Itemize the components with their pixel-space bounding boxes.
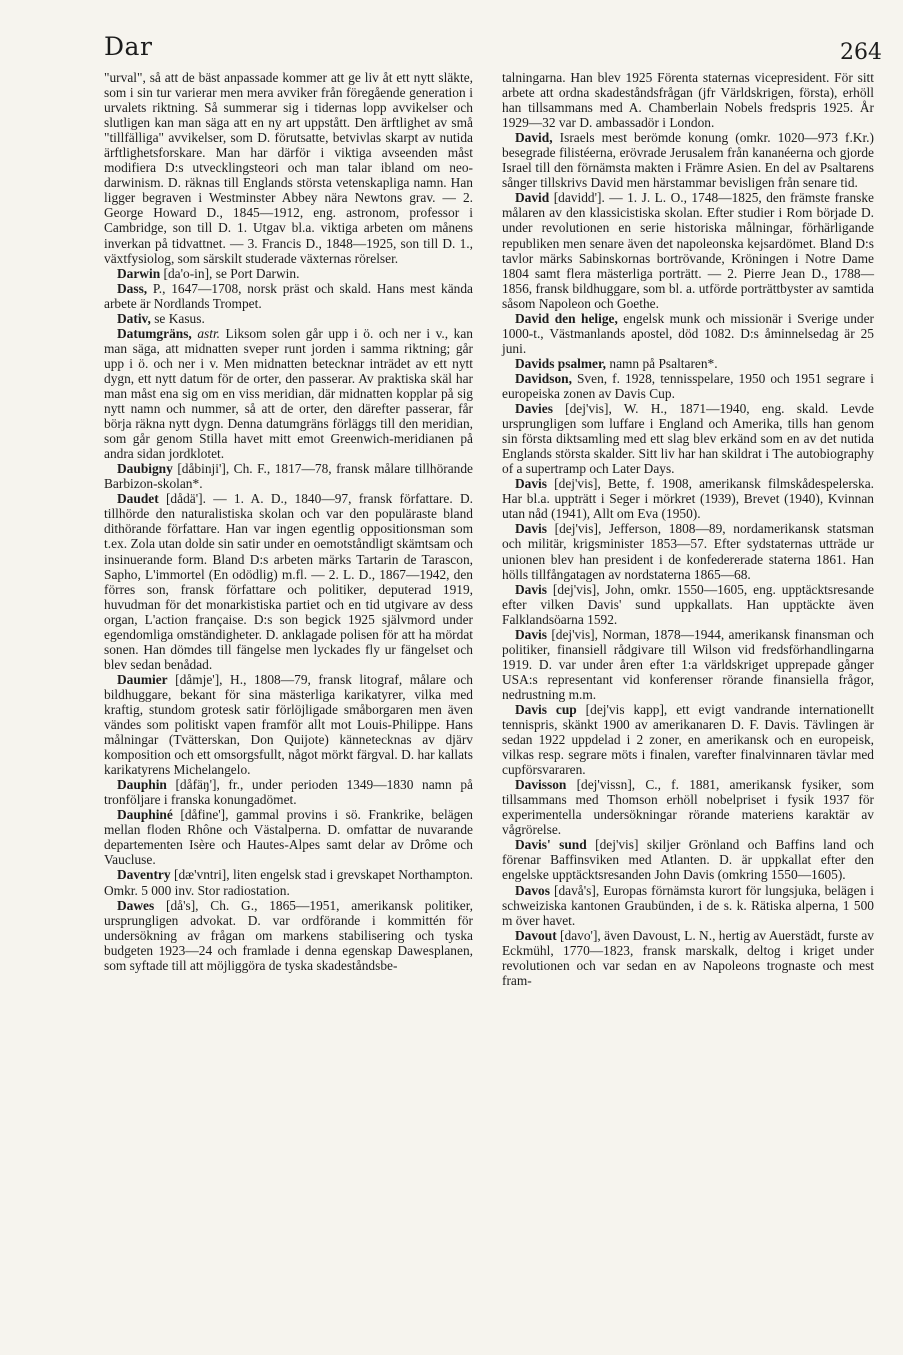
entry-text: [dåfäŋ'], fr., under perioden 1349—1830 namn på tronföljare i franska konungadömet. bbox=[104, 777, 473, 808]
entry-headword: Davies bbox=[515, 401, 553, 417]
entry-headword: Davout bbox=[515, 927, 557, 943]
entry-headword: David, bbox=[515, 130, 553, 146]
dictionary-entry bbox=[502, 582, 874, 627]
entry-text: se Kasus. bbox=[150, 310, 205, 326]
entry-text: [da'o-in], se Port Darwin. bbox=[160, 265, 300, 281]
entry-headword: Dativ, bbox=[117, 310, 151, 326]
dictionary-entry bbox=[502, 311, 874, 356]
dictionary-entry bbox=[502, 356, 874, 371]
entry-text: [dæ'vntri], liten engelsk stad i grevskapet Northampton. Omkr. 5 000 inv. Stor radiostation. bbox=[104, 867, 473, 898]
right-column bbox=[502, 70, 874, 988]
entry-text: [dej'vis], Jefferson, 1808—89, nordamerikansk statsman och militär, krigsminister 1853—57. Efter sydstaternas utträde ur unionen blev han president i de konfedererade staterna 1861. Han hölls tillfångatagen av nordstaterna 1865—68. bbox=[502, 521, 874, 582]
dictionary-entry bbox=[502, 70, 874, 130]
dictionary-entry bbox=[104, 898, 473, 973]
entry-text: Sven, f. 1928, tennisspelare, 1950 och 1951 segrare i europeiska zonen av Davis Cup. bbox=[502, 370, 874, 401]
entry-text: [dej'vissn], C., f. 1881, amerikansk fysiker, som tillsammans med Thomson erhöll nobelpriset i fysik 1937 för experimentella undersökningar rörande materiens karaktär av vågrörelse. bbox=[502, 777, 874, 838]
entry-text: engelsk munk och missionär i Sverige under 1000-t., Västmanlands apostel, död 1082. D:s åminnelsedag är 25 juni. bbox=[502, 310, 874, 356]
entry-text: talningarna. Han blev 1925 Förenta staternas vicepresident. För sitt arbete att ordna skadeståndsfrågan (jfr Världskrigen, första), erhöll han tillsammans med A. Chamberlain Nobels fredspris 1925. År 1929—32 var D. ambassadör i London. bbox=[502, 70, 874, 131]
entry-text: [dej'vis], John, omkr. 1550—1605, eng. upptäcktsresande efter vilken Davis' sund uppkallats. Han upptäckte även Falklandsöarna 1592. bbox=[502, 581, 874, 627]
entry-text: "urval", så att de bäst anpassade kommer att ge liv åt ett nytt släkte, som i sin tur varierar men mera avviker från föregående generation i urvalets riktning. Så summerar sig i tidernas lopp avvikelser och slutligen kan man säga att en ny art uppstått. Den ärftlighet av små "tillfälliga" avvikelser, som D. förutsatte, betvivlas skarpt av nutida ärftlighetsforskare. Man har därför i viktiga avseenden måst modifiera D:s utvecklingsteori och man talar ibland om neo-darwinism. D. räknas till Englands största vetenskapliga namn. Han ligger begraven i Westminster Abbey nära Newtons grav. — 2. George Howard D., 1845—1912, eng. astronom, professor i Cambridge, son till D. 1. Utgav bl.a. viktiga arbeten om månens inverkan på tidvattnet. — 3. Francis D., 1848—1925, son till D. 1., växtfysiolog, som särskilt studerade växternas rörelser. bbox=[104, 70, 473, 266]
entry-text: Israels mest berömde konung (omkr. 1020—973 f.Kr.) besegrade filistéerna, erövrade Jerusalem från kananéerna och gjorde Israel till den förnämsta makten i Främre Asien. En del av Psaltarens sånger tillskrivs David men härstammar bevisligen från senare tid. bbox=[502, 130, 874, 191]
entry-headword: Davis' sund bbox=[515, 837, 587, 853]
entry-headword: David bbox=[515, 190, 550, 206]
dictionary-entry bbox=[502, 883, 874, 928]
entry-headword: Davis cup bbox=[515, 701, 577, 717]
entry-headword: Dass, bbox=[117, 280, 148, 296]
entry-text: [då's], Ch. G., 1865—1951, amerikansk politiker, ursprungligen advokat. D. var ordförande i kommittén för undersökning av frågan om markens stabilisering och tyska budgeten 1923—24 och framlade i denna egenskap Dawesplanen, som syftade till att möjliggöra de tyska skadeståndsbe- bbox=[104, 897, 473, 973]
entry-headword: David den helige, bbox=[515, 310, 618, 326]
entry-headword: Dauphin bbox=[117, 777, 167, 793]
dictionary-entry bbox=[502, 190, 874, 310]
entry-text: [dåbinji'], Ch. F., 1817—78, fransk målare tillhörande Barbizon-skolan*. bbox=[104, 461, 473, 492]
entry-headword: Davis bbox=[515, 626, 547, 642]
dictionary-entry bbox=[502, 702, 874, 777]
entry-field-label: astr. bbox=[197, 325, 221, 341]
left-column bbox=[104, 70, 473, 973]
entry-text: [dej'vis], W. H., 1871—1940, eng. skald. Levde ursprungligen som luffare i England och Amerika, tills han genom sin första diktsamling med ett slag blev erkänd som en av det nutida Englands största skalder. Sitt liv har han skildrat i The autobiography of a supertramp och Later Days. bbox=[502, 401, 874, 477]
dictionary-entry bbox=[104, 326, 473, 461]
running-head-word: Dar bbox=[104, 32, 153, 61]
dictionary-entry bbox=[104, 266, 473, 281]
entry-headword: Davidson, bbox=[515, 370, 572, 386]
dictionary-entry bbox=[104, 672, 473, 777]
entry-text: [dej'vis kapp], ett evigt vandrande internationellt tennispris, skänkt 1900 av amerikanaren D. F. Davis. Tävlingen är sedan 1922 uppdelad i 2 zoner, en amerikansk och en europeisk, vilkas resp. segrare möts i finalen, varefter finalvinnaren tävlar med cupförsvararen. bbox=[502, 701, 874, 778]
entry-headword: Davids psalmer, bbox=[515, 355, 607, 371]
entry-text: [dej'vis], Bette, f. 1908, amerikansk filmskådespelerska. Har bl.a. uppträtt i Seger i mörkret (1939), Brevet (1940), Kvinnan utan nåd (1941), Allt om Eva (1950). bbox=[502, 476, 874, 522]
dictionary-entry bbox=[104, 461, 473, 491]
entry-text: [dåmje'], H., 1808—79, fransk litograf, målare och bildhuggare, bekant för sina mästerliga karikatyrer, vilka med kraftig, stundom grotesk satir förlöjligade småborgaren men även vändes som politiskt vapen framför allt mot Louis-Philippe. Hans målningar (Tvätterskan, Don Quijote) kännetecknas av djärv komposition och ett omsorgsfullt, något mörkt färgval. D. har kallats karikatyrens Michelangelo. bbox=[104, 671, 473, 778]
entry-headword: Davis bbox=[515, 521, 547, 537]
dictionary-entry bbox=[502, 371, 874, 401]
entry-text: [dej'vis] skiljer Grönland och Baffins land och förenar Baffinsviken med Atlanten. D. är uppkallat efter den engelske upptäcktsresanden John Davis (omkring 1550—1605). bbox=[502, 837, 874, 883]
dictionary-entry bbox=[502, 521, 874, 581]
entry-text: [dåfine'], gammal provins i sö. Frankrike, belägen mellan floden Rhône och Västalperna. D. omfattar de nuvarande departementen Isère och Hautes-Alpes samt delar av Drôme och Vaucluse. bbox=[104, 807, 473, 868]
entry-text: [davidd']. — 1. J. L. O., 1748—1825, den främste franske målaren av den klassicistiska skolan. Efter studier i Rom började D. under revolutionen en serie historiska målningar, förhärligande republiken men senare även det napoleonska kejsardömet. Bland D:s tavlor märks Sabinskornas bortrövande, Kröningen i Notre Dame 1804 samt flera mästerliga porträtt. — 2. Pierre Jean D., 1788—1856, fransk bildhuggare, som bl. a. utförde porträttbyster av samtida såsom Napoleon och Goethe. bbox=[502, 190, 874, 311]
entry-headword: Daudet bbox=[117, 491, 159, 507]
entry-text: [dådä']. — 1. A. D., 1840—97, fransk författare. D. tillhörde den naturalistiska skolan och var den populäraste bland dithörande författare. Han var ingen egentlig oppositionsman som t.ex. Zola utan dolde sin satir under en oemotståndligt skämtsam och insinuerande form. Bland D:s arbeten märks Tartarin de Tarascon, Sapho, L'immortel (En odödlig) m.fl. — 2. L. D., 1867—1942, den förres son, fransk författare och politiker, deputerad 1919, huvudman för det monarkistiska partiet och en tid utgivare av dess organ, L'action française. D:s son begick 1925 självmord under egendomliga omständigheter. D. anklagade polisen för att ha mördat sonen. Han dömdes till fängelse men lyckades fly ur fängelset och blev sedan benådad. bbox=[104, 491, 473, 672]
entry-headword: Davisson bbox=[515, 777, 567, 793]
dictionary-entry bbox=[502, 476, 874, 521]
entry-headword: Daumier bbox=[117, 671, 168, 687]
dictionary-entry bbox=[502, 401, 874, 476]
entry-headword: Daventry bbox=[117, 867, 171, 883]
entry-headword: Darwin bbox=[117, 265, 161, 281]
dictionary-entry bbox=[104, 777, 473, 807]
entry-text: [dej'vis], Norman, 1878—1944, amerikansk finansman och politiker, finansiell rådgivare till Wilson vid fredsförhandlingarna 1919. D. var under åren efter 1:a världskriget upprepade gånger USA:s representant vid konferenser rörande finansiella frågor, nedrustning m.m. bbox=[502, 626, 874, 702]
entry-headword: Davis bbox=[515, 476, 547, 492]
entry-headword: Dauphiné bbox=[117, 807, 173, 823]
entry-text: [davo'], även Davoust, L. N., hertig av Auerstädt, furste av Eckmühl, 1770—1823, fransk marskalk, deltog i kriget under revolutionen och var sedan en av Napoleons trognaste och mest fram- bbox=[502, 927, 874, 988]
entry-headword: Datumgräns, bbox=[117, 325, 192, 341]
entry-headword: Daubigny bbox=[117, 461, 173, 477]
page-number: 264 bbox=[840, 40, 882, 65]
entry-headword: Davis bbox=[515, 581, 547, 597]
entry-text: namn på Psaltaren*. bbox=[606, 355, 718, 371]
dictionary-entry bbox=[104, 867, 473, 897]
dictionary-entry bbox=[104, 281, 473, 311]
dictionary-entry bbox=[104, 807, 473, 867]
entry-headword: Dawes bbox=[117, 897, 155, 913]
dictionary-entry bbox=[104, 70, 473, 266]
dictionary-entry bbox=[502, 928, 874, 988]
dictionary-entry bbox=[502, 777, 874, 837]
dictionary-entry bbox=[104, 311, 473, 326]
entry-text: Liksom solen går upp i ö. och ner i v., kan man säga, att midnatten sveper runt jorden i samma riktning; går upp i ö. och ner i v. Men midnatten betecknar inträdet av ett nytt dygn, ett nytt datum för de orter, den passerar. Av praktiska skäl har man måst ena sig om en viss meridian, där midnatten kopplar på sig nytt namn och nummer, så att de orter, den därefter passerar, får börja räkna nytt dygn. Denna datumgräns förläggs till den meridian, som går genom Stilla havet mitt emot Greenwich-meridianen på andra sidan jordklotet. bbox=[104, 325, 473, 462]
entry-headword: Davos bbox=[515, 882, 550, 898]
dictionary-entry bbox=[104, 491, 473, 672]
entry-text: [davå's], Europas förnämsta kurort för lungsjuka, belägen i schweiziska kantonen Graubünden, i de s. k. Rätiska alperna, 1 500 m över havet. bbox=[502, 882, 874, 928]
dictionary-entry bbox=[502, 837, 874, 882]
dictionary-entry bbox=[502, 627, 874, 702]
dictionary-entry bbox=[502, 130, 874, 190]
entry-text: P., 1647—1708, norsk präst och skald. Hans mest kända arbete är Nordlands Trompet. bbox=[104, 280, 473, 311]
